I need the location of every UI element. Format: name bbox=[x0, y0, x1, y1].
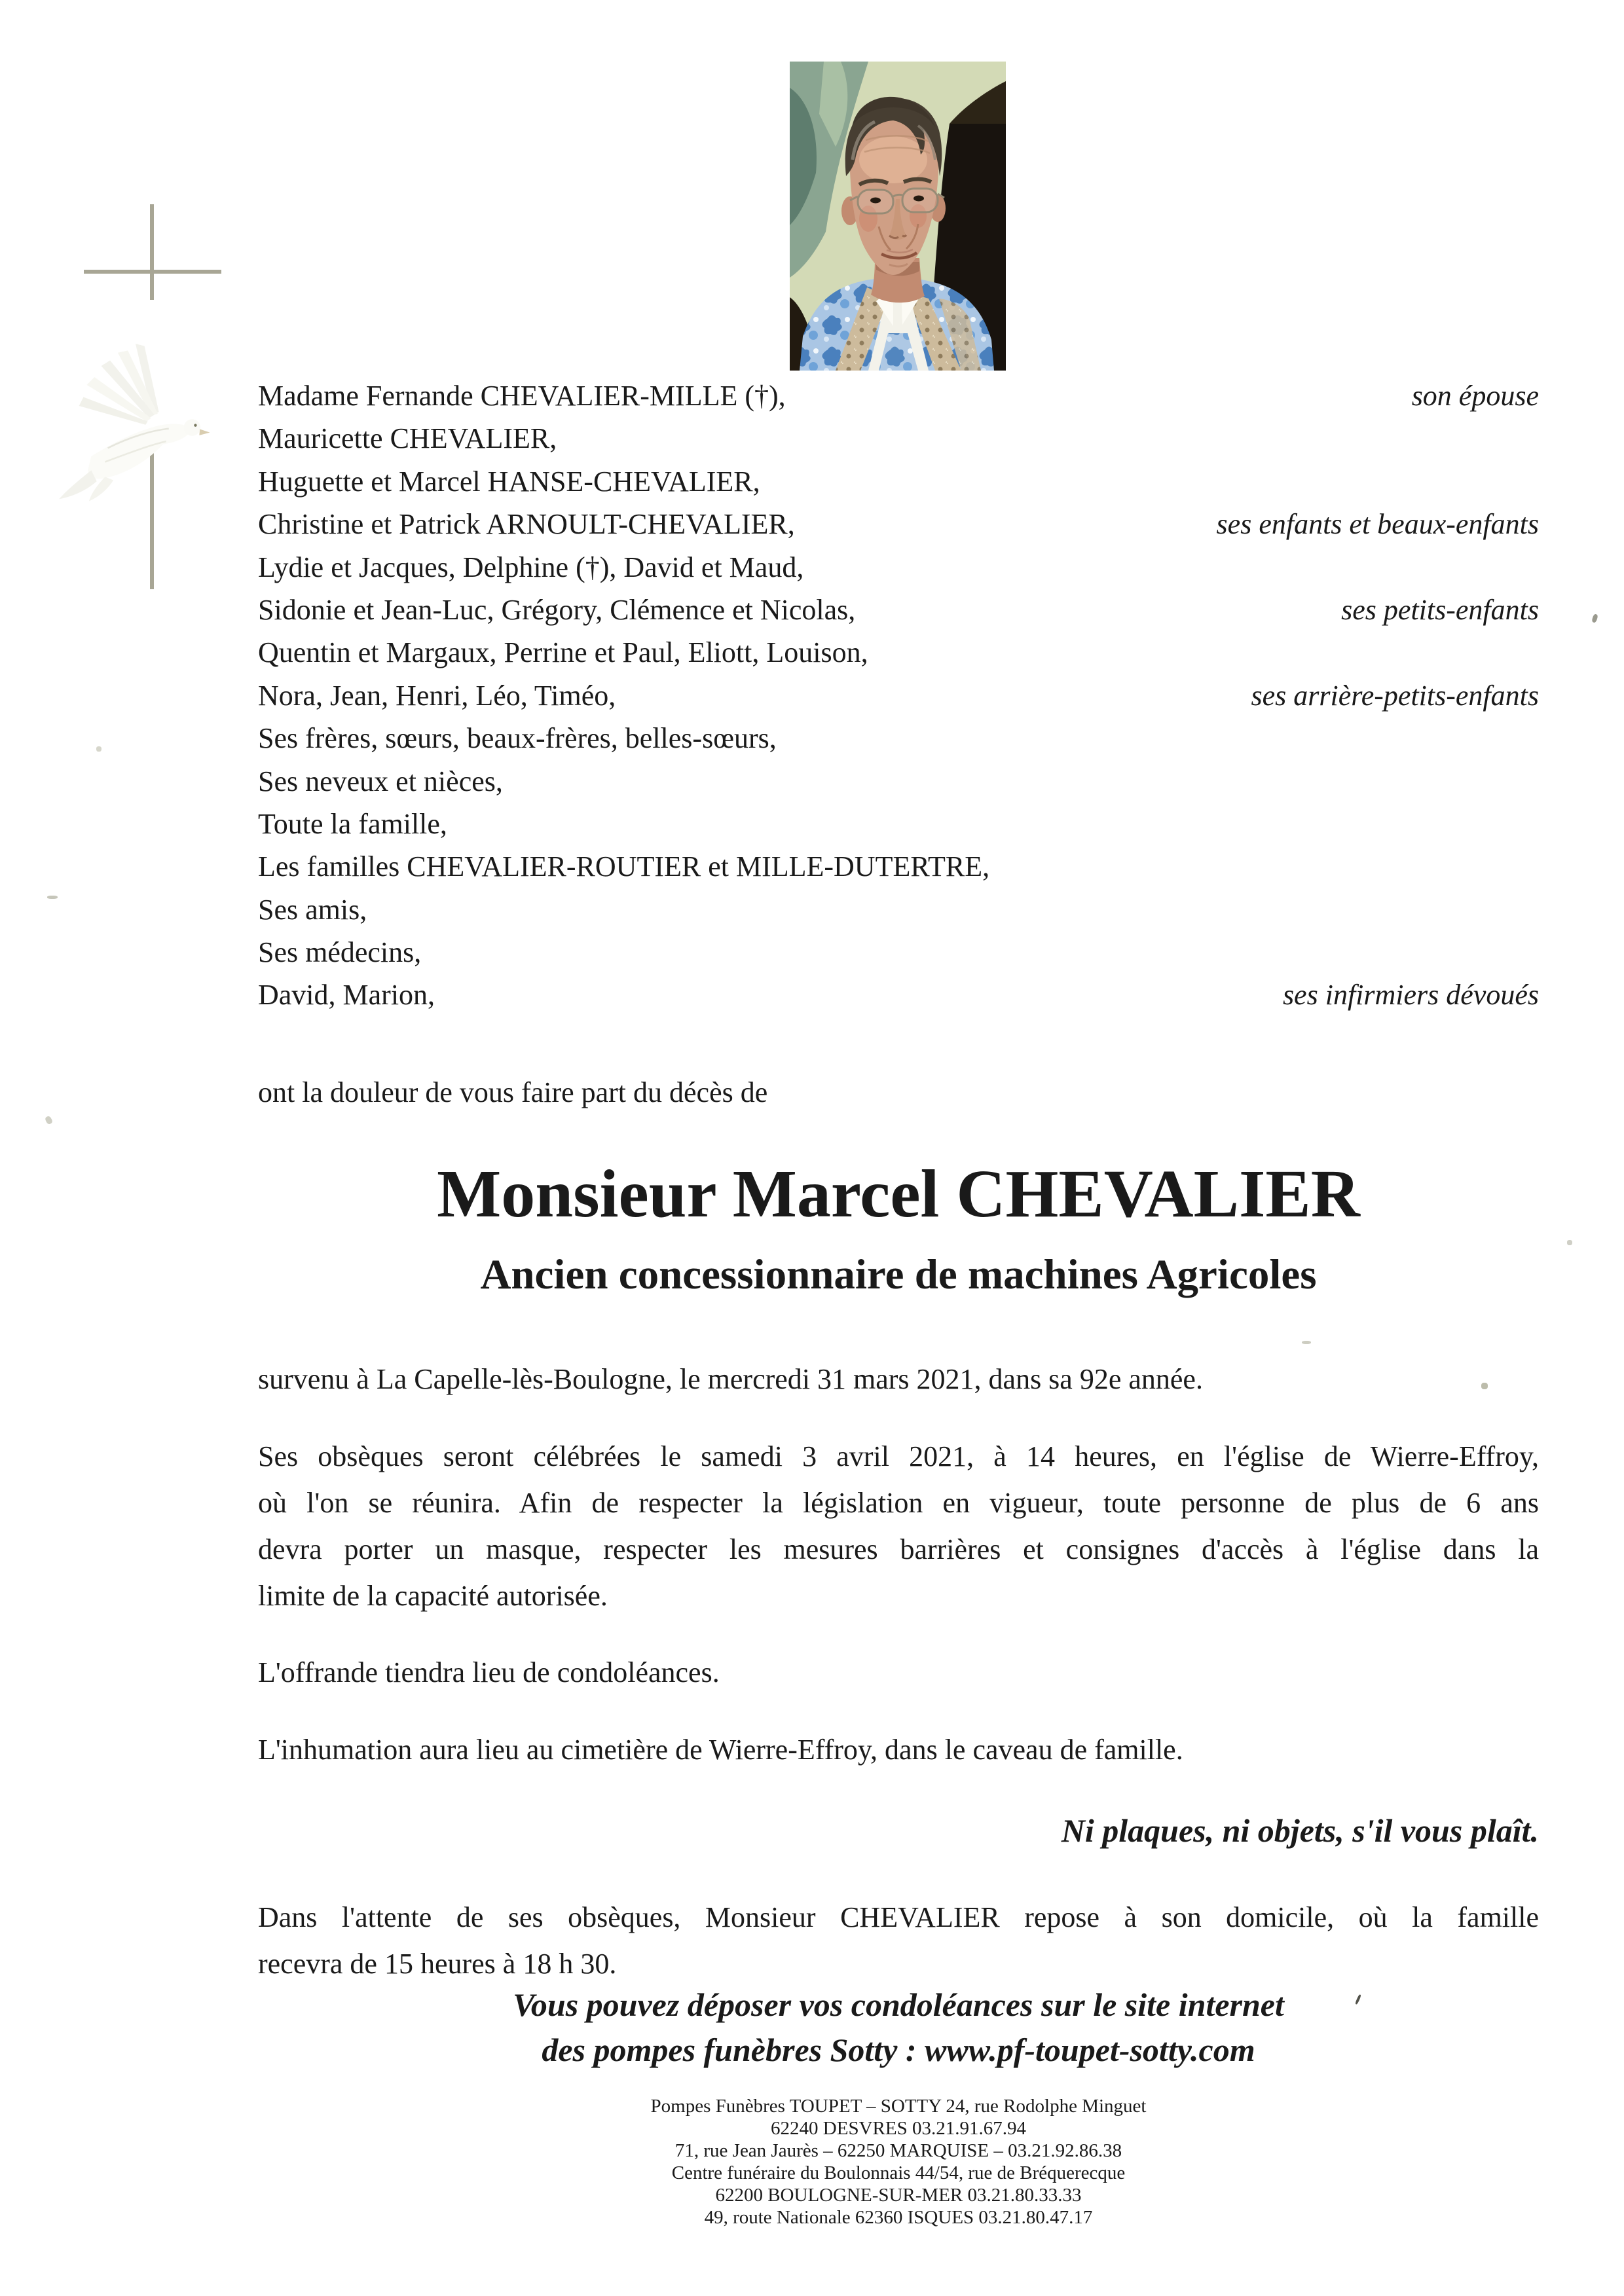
family-row bbox=[258, 503, 1539, 545]
family-member-names: Nora, Jean, Henri, Léo, Timéo, bbox=[258, 679, 616, 712]
paragraph-line: devra porter un masque, respecter les mesures barrières et consignes d'accès à l'église dans la bbox=[258, 1533, 1539, 1565]
footer-line: Pompes Funèbres TOUPET – SOTTY 24, rue Rodolphe Minguet bbox=[650, 2096, 1147, 2117]
footer-line: 71, rue Jean Jaurès – 62250 MARQUISE – 03.21.92.86.38 bbox=[674, 2140, 1122, 2161]
family-member-names: Quentin et Margaux, Perrine et Paul, Eliott, Louison, bbox=[258, 636, 868, 669]
scan-speck bbox=[1481, 1383, 1488, 1389]
family-member-names: Sidonie et Jean-Luc, Grégory, Clémence et Nicolas, bbox=[258, 593, 856, 626]
announcement-intro: ont la douleur de vous faire part du décès de bbox=[258, 1076, 768, 1108]
relationship-label: ses petits-enfants bbox=[1341, 593, 1539, 626]
paragraph-line: où l'on se réunira. Afin de respecter la législation en vigueur, toute personne de plus de 6 ans bbox=[258, 1487, 1539, 1519]
paragraph-line: limite de la capacité autorisée. bbox=[258, 1580, 608, 1612]
scan-speck bbox=[47, 896, 58, 899]
condolences-website-note bbox=[258, 1982, 1539, 2073]
family-member-names: Ses neveux et nièces, bbox=[258, 765, 503, 797]
funeral-home-footer bbox=[258, 2095, 1539, 2229]
footer-line: Centre funéraire du Boulonnais 44/54, rue de Bréquerecque bbox=[671, 2162, 1126, 2183]
condolences-website-line: des pompes funèbres Sotty : www.pf-toupet-sotty.com bbox=[542, 2032, 1255, 2068]
relationship-label: son épouse bbox=[1411, 380, 1539, 412]
paragraph-burial: L'inhumation aura lieu au cimetière de Wierre-Effroy, dans le caveau de famille. bbox=[258, 1734, 1183, 1766]
scan-speck bbox=[1302, 1341, 1311, 1344]
relationship-label: ses infirmiers dévoués bbox=[1282, 979, 1539, 1011]
family-row bbox=[258, 931, 1539, 974]
paragraph-line: recevra de 15 heures à 18 h 30. bbox=[258, 1948, 617, 1980]
no-plaques-request: Ni plaques, ni objets, s'il vous plaît. bbox=[1061, 1812, 1539, 1849]
paragraph-death-details: survenu à La Capelle-lès-Boulogne, le mercredi 31 mars 2021, dans sa 92e année. bbox=[258, 1363, 1203, 1395]
family-row bbox=[258, 460, 1539, 503]
paragraph-line: Dans l'attente de ses obsèques, Monsieur CHEVALIER repose à son domicile, où la famille bbox=[258, 1901, 1539, 1933]
relationship-label: ses enfants et beaux-enfants bbox=[1216, 508, 1539, 541]
memorial-cross-icon bbox=[150, 204, 154, 300]
deceased-name-title: Monsieur Marcel CHEVALIER bbox=[437, 1156, 1360, 1231]
deceased-profession-subtitle: Ancien concessionnaire de machines Agricoles bbox=[480, 1251, 1317, 1298]
scan-speck bbox=[45, 1116, 54, 1125]
paragraph-visitation bbox=[258, 1894, 1539, 1987]
family-member-names: Madame Fernande CHEVALIER-MILLE (†), bbox=[258, 380, 786, 412]
dove-icon bbox=[52, 337, 219, 503]
family-member-names: Lydie et Jacques, Delphine (†), David et Maud, bbox=[258, 551, 804, 583]
paragraph-offering: L'offrande tiendra lieu de condoléances. bbox=[258, 1656, 720, 1688]
paragraph-line: Ses obsèques seront célébrées le samedi 3 avril 2021, à 14 heures, en l'église de Wierre-Effroy, bbox=[258, 1440, 1539, 1472]
memorial-cross-icon bbox=[84, 270, 221, 274]
photo-of-deceased bbox=[790, 62, 1006, 371]
family-row bbox=[258, 589, 1539, 631]
family-member-names: Mauricette CHEVALIER, bbox=[258, 422, 557, 455]
footer-line: 62240 DESVRES 03.21.91.67.94 bbox=[771, 2118, 1026, 2139]
family-list bbox=[258, 374, 1539, 1017]
family-row bbox=[258, 717, 1539, 759]
family-row bbox=[258, 546, 1539, 589]
family-row bbox=[258, 674, 1539, 717]
family-member-names: Huguette et Marcel HANSE-CHEVALIER, bbox=[258, 465, 760, 498]
scan-speck bbox=[96, 746, 101, 752]
family-member-names: Ses amis, bbox=[258, 893, 367, 926]
footer-line: 49, route Nationale 62360 ISQUES 03.21.80.47.17 bbox=[704, 2207, 1093, 2228]
family-row bbox=[258, 845, 1539, 888]
family-row bbox=[258, 631, 1539, 674]
family-row bbox=[258, 803, 1539, 845]
footer-line: 62200 BOULOGNE-SUR-MER 03.21.80.33.33 bbox=[715, 2185, 1082, 2206]
family-row bbox=[258, 760, 1539, 803]
family-row bbox=[258, 374, 1539, 417]
family-member-names: David, Marion, bbox=[258, 979, 435, 1011]
family-row bbox=[258, 888, 1539, 931]
scan-speck bbox=[1567, 1240, 1572, 1245]
relationship-label: ses arrière-petits-enfants bbox=[1251, 679, 1539, 712]
paragraph-funeral-service bbox=[258, 1433, 1539, 1619]
family-member-names: Christine et Patrick ARNOULT-CHEVALIER, bbox=[258, 508, 795, 541]
family-member-names: Les familles CHEVALIER-ROUTIER et MILLE-DUTERTRE, bbox=[258, 850, 990, 883]
scan-speck bbox=[1591, 613, 1598, 623]
family-member-names: Ses médecins, bbox=[258, 936, 422, 969]
condolences-website-line: Vous pouvez déposer vos condoléances sur le site internet bbox=[513, 1986, 1284, 2023]
family-row bbox=[258, 974, 1539, 1016]
family-member-names: Ses frères, sœurs, beaux-frères, belles-sœurs, bbox=[258, 722, 777, 755]
family-member-names: Toute la famille, bbox=[258, 807, 447, 840]
family-row bbox=[258, 417, 1539, 460]
